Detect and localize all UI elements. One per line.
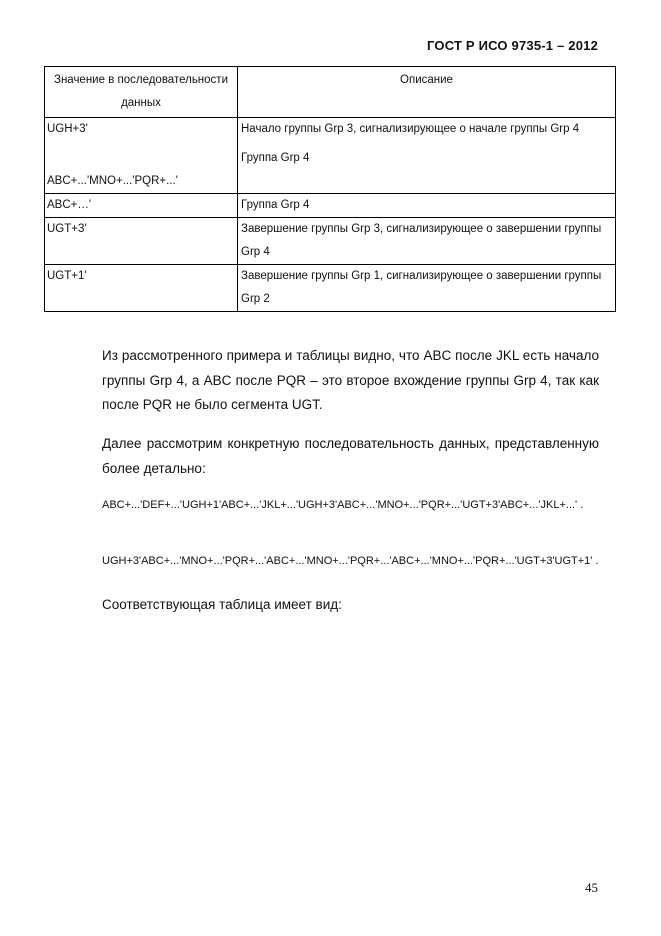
code-text: ABC+...'DEF+...'UGH+1'ABC+...'JKL+...'UGH+3'ABC+...'MNO+...'PQR+...'UGT+3'ABC+...'JKL+...' . — [102, 499, 584, 511]
paragraph-table-intro — [62, 593, 599, 618]
data-sequence-example-1 — [62, 493, 599, 517]
data-sequence-example-2 — [62, 549, 599, 573]
cell-description: Группа Grp 4 — [238, 194, 616, 218]
description-text: Группа Grp 4 — [241, 152, 310, 164]
paragraph-detailed-intro — [62, 432, 599, 481]
value-text: ABC+...'MNO+...'PQR+...' — [47, 175, 178, 187]
cell-value — [45, 118, 238, 194]
cell-value: ABC+…' — [45, 194, 238, 218]
cell-description — [238, 118, 616, 194]
table-row — [45, 118, 616, 194]
table-row — [45, 265, 616, 312]
value-text: UGH+3' — [47, 123, 88, 135]
table-header-row — [45, 67, 616, 118]
table-row — [45, 218, 616, 265]
cell-value: UGT+1' — [45, 265, 238, 312]
cell-description: Завершение группы Grp 3, сигнализирующее о завершении группы Grp 4 — [238, 218, 616, 265]
paragraph-text: Из рассмотренного примера и таблицы видно, что ABC после JKL есть начало группы Grp 4, а ABC после PQR – это второе вхождение группы Grp 4, так как после PQR не было сегмента UGT. — [102, 348, 599, 412]
code-text: UGH+3'ABC+...'MNO+...'PQR+...'ABC+...'MNO+...'PQR+...'ABC+...'MNO+...'PQR+...'UGT+3'UGT+1' . — [102, 555, 599, 567]
page-number: 45 — [585, 880, 598, 895]
header-description: Описание — [238, 67, 616, 118]
cell-description: Завершение группы Grp 1, сигнализирующее о завершении группы Grp 2 — [238, 265, 616, 312]
data-sequence-table — [44, 66, 616, 312]
cell-value: UGT+3' — [45, 218, 238, 265]
paragraph-text: Соответствующая таблица имеет вид: — [102, 597, 342, 612]
paragraph-example-conclusion — [62, 344, 599, 418]
description-text: Начало группы Grp 3, сигнализирующее о начале группы Grp 4 — [241, 123, 580, 135]
header-value: Значение в последовательности данных — [45, 67, 238, 118]
table-row — [45, 194, 616, 218]
document-code: ГОСТ Р ИСО 9735-1 – 2012 — [427, 38, 598, 53]
paragraph-text: Далее рассмотрим конкретную последовательность данных, представленную более детально: — [102, 436, 599, 476]
